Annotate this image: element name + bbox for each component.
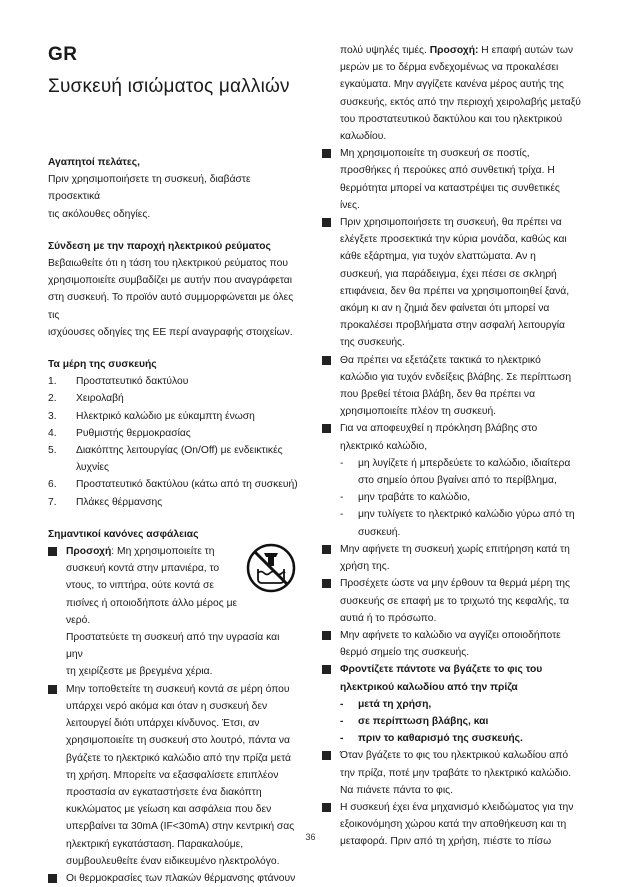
warning-bullet	[48, 543, 298, 681]
item-number: 7.	[48, 496, 57, 508]
dash-marker: -	[340, 733, 344, 745]
safety-bullet	[322, 214, 584, 352]
bullet-square-icon	[322, 352, 340, 421]
bullet-line: Για να αποφευχθεί η πρόκληση βλάβης στο	[340, 423, 538, 435]
bullet-square-icon	[322, 661, 340, 695]
bullet-text	[340, 214, 584, 352]
list-item	[48, 408, 298, 425]
page-title: Συσκευή ισιώματος μαλλιών	[48, 76, 290, 97]
warning-line: Προστατεύετε τη συσκευή από την υγρασία και μην	[66, 632, 280, 661]
continued-first-line	[340, 42, 584, 59]
bullet-line: Οι θερμοκρασίες των πλακών θέρμανσης φτάνουν	[66, 872, 296, 884]
list-item	[48, 476, 298, 493]
bullet-line: Όταν βγάζετε το φις του ηλεκτρικού καλωδίου από	[340, 750, 569, 762]
bullet-square-icon	[322, 214, 340, 352]
bullet-square-icon	[322, 627, 340, 661]
greeting-heading: Αγαπητοί πελάτες,	[48, 157, 141, 168]
bullet-square-icon	[322, 541, 340, 575]
bullet-line: ηλεκτρικό καλώδιο,	[340, 440, 428, 452]
bullet-square-icon	[48, 870, 66, 887]
bullet-line: Θα πρέπει να εξετάζετε τακτικά το ηλεκτρικό	[340, 354, 541, 366]
no-water-bath-icon	[246, 543, 296, 593]
safety-heading: Σημαντικοί κανόνες ασφάλειας	[48, 528, 199, 540]
safety-bullet	[322, 541, 584, 575]
bullet-line: καλώδιο για τυχόν ενδείξεις βλάβης. Σε περίπτωση	[340, 371, 572, 383]
item-number: 2.	[48, 393, 57, 405]
bullet-line: της συσκευής.	[340, 337, 405, 349]
continued-line: καλωδίου.	[340, 131, 387, 143]
continued-line: του προστατευτικού δακτύλου και του ηλεκτρικού	[340, 113, 563, 125]
bullet-square-icon	[322, 575, 340, 627]
continued-rest: Η επαφή αυτών των	[478, 45, 574, 56]
continued-paragraph	[322, 42, 584, 145]
dash-marker: -	[340, 698, 344, 710]
bullet-line: ίνες.	[340, 199, 360, 211]
bullet-line: εξοικονόμηση χώρου κατά την αποθήκευση και τη	[340, 819, 567, 831]
bullet-line: προσθήκες ή περούκες από συνθετική τρίχα. Η	[340, 165, 555, 177]
item-number: 3.	[48, 410, 57, 422]
list-item	[48, 425, 298, 442]
item-number: 6.	[48, 479, 57, 491]
bullet-line: ελέγξετε προσεκτικά την κύρια μονάδα, καθώς και	[340, 234, 567, 246]
warning-label: Προσοχή	[66, 546, 112, 558]
sub-line: στο σημείο όπου βγαίνει από το περίβλημα,	[358, 475, 557, 487]
bullet-text	[340, 661, 584, 695]
bullet-line: Προσέχετε ώστε να μην έρθουν τα θερμά μέρη της	[340, 578, 570, 590]
bullet-line: προκαλέσει προβλήματα στην ασφαλή λειτουργία	[340, 320, 565, 332]
bullet-line: συσκευής σε επαφή με το τριχωτό της κεφαλής, τα	[340, 595, 570, 607]
bullet-line: λειτουργεί διότι υπάρχει κίνδυνος. Έτσι, αν	[66, 718, 260, 730]
bullet-square-icon	[322, 145, 340, 214]
bullet-line: χρήση της.	[340, 561, 390, 573]
sub-line: σε περίπτωση βλάβης, και	[358, 715, 489, 727]
warning-line: ντους, το νιπτήρα, ούτε κοντά σε	[66, 580, 214, 592]
dash-marker: -	[340, 715, 344, 727]
bullet-line: Μην αφήνετε το καλώδιο να αγγίζει οποιοδήποτε	[340, 629, 561, 641]
sub-line: μην τυλίγετε το ηλεκτρικό καλώδιο γύρω από τη	[358, 509, 575, 521]
bullet-line: συσκευή, για παράδειγμα, έχει πέσει σε σκληρή	[340, 268, 557, 280]
continued-line: εγκαύματα. Μην αγγίζετε κανένα μέρος αυτής της	[340, 79, 564, 91]
bullet-square-icon	[48, 543, 66, 681]
power-line: στη συσκευή. Το προϊόν αυτό συμμορφώνεται με όλες τις	[48, 292, 294, 321]
continued-prefix: πολύ υψηλές τιμές.	[340, 45, 430, 56]
unplug-bullet	[322, 661, 584, 695]
sub-text	[358, 489, 584, 506]
bullet-line: ακόμη κι αν η ζημιά δεν φαίνεται ότι μπορεί να	[340, 303, 550, 315]
bullet-line: ηλεκτρική εγκατάσταση. Παρακαλούμε,	[66, 838, 244, 850]
bullet-line: Μη χρησιμοποιείτε τη συσκευή σε ποστίς,	[340, 148, 530, 160]
bullet-text	[340, 575, 584, 627]
bullet-line: προστασία αν εγκαταστήσετε ένα διακόπτη	[66, 786, 262, 798]
dash-marker: -	[340, 509, 344, 521]
left-column	[48, 42, 298, 887]
bullet-text	[66, 870, 298, 887]
bullet-line: Η συσκευή έχει ένα μηχανισμό κλειδώματος για την	[340, 801, 574, 813]
warning-line: τη χειρίζεστε με βρεγμένα χέρια.	[66, 666, 213, 678]
bullet-line: αυτιά ή το πρόσωπο.	[340, 612, 437, 624]
bullet-line: ηλεκτρικού καλωδίου από την πρίζα	[340, 681, 518, 693]
safety-bullet	[48, 870, 298, 887]
item-text: Ρυθμιστής θερμοκρασίας	[76, 427, 191, 439]
bullet-line: κυκλώματος με γείωση και ασφάλεια που δεν	[66, 804, 272, 816]
item-text: λυχνίες	[76, 462, 109, 474]
right-column	[322, 42, 584, 851]
power-line: ισχύουσες οδηγίες της ΕΕ περί αναγραφής στοιχείων.	[48, 326, 293, 338]
power-line: Βεβαιωθείτε ότι η τάση του ηλεκτρικού ρεύματος που	[48, 258, 288, 270]
sub-item	[322, 455, 584, 489]
bullet-text	[340, 747, 584, 799]
item-number: 1.	[48, 376, 57, 388]
page-number: 36	[305, 832, 316, 842]
safety-bullet	[322, 575, 584, 627]
bullet-line: Μην αφήνετε τη συσκευή χωρίς επιτήρηση κατά τη	[340, 543, 570, 555]
item-text: Πλάκες θέρμανσης	[76, 496, 163, 508]
greeting-line: τις ακόλουθες οδηγίες.	[48, 208, 151, 220]
dash-marker: -	[340, 457, 344, 469]
safety-bullet	[322, 799, 584, 851]
power-line: χρησιμοποιείτε συμβαδίζει με αυτήν που αναγράφεται	[48, 275, 292, 287]
warning-first-line	[66, 543, 246, 560]
continued-bold: Προσοχή:	[429, 45, 479, 56]
item-text: Διακόπτης λειτουργίας (On/Off) με ενδεικτικές	[76, 445, 283, 457]
warning-line: πισίνες ή οποιοδήποτε άλλο μέρος με	[66, 597, 238, 609]
bullet-line: Μην τοποθετείτε τη συσκευή κοντά σε μέρη όπου	[66, 683, 290, 695]
item-text: Ηλεκτρικό καλώδιο με εύκαμπτη ένωση	[76, 410, 255, 422]
power-section	[48, 238, 298, 341]
sub-text	[358, 455, 584, 489]
bullet-text	[340, 145, 584, 214]
bullet-square-icon	[322, 747, 340, 799]
sub-item	[322, 730, 584, 747]
bullet-line: επιφάνεια, δεν θα πρέπει να χρησιμοποιηθεί ξανά,	[340, 285, 570, 297]
sub-line: μην τραβάτε το καλώδιο,	[358, 492, 471, 504]
item-text: Προστατευτικό δακτύλου (κάτω από τη συσκευή)	[76, 479, 298, 491]
power-heading: Σύνδεση με την παροχή ηλεκτρικού ρεύματος	[48, 240, 271, 252]
dash-marker: -	[340, 492, 344, 504]
sub-text	[358, 506, 584, 540]
parts-heading: Τα μέρη της συσκευής	[48, 359, 157, 371]
list-item	[48, 390, 298, 407]
greeting-section	[48, 154, 298, 223]
safety-bullet	[322, 747, 584, 799]
safety-bullet	[322, 420, 584, 454]
warning-line: συσκευή κοντά στην μπανιέρα, το	[66, 563, 220, 575]
list-item	[48, 494, 298, 511]
bullet-text	[340, 420, 584, 454]
bullet-square-icon	[322, 799, 340, 851]
sub-item	[322, 713, 584, 730]
safety-bullet	[322, 145, 584, 214]
sub-line: μετά τη χρήση,	[358, 698, 432, 710]
greeting-line: Πριν χρησιμοποιήσετε τη συσκευή, διαβάστε προσεκτικά	[48, 174, 251, 203]
bullet-line: Φροντίζετε πάντοτε να βγάζετε το φις του	[340, 664, 543, 676]
sub-item	[322, 506, 584, 540]
bullet-line: τη χρήση. Μπορείτε να εξασφαλίσετε επιπλέον	[66, 769, 279, 781]
safety-bullet	[322, 627, 584, 661]
bullet-line: Πριν χρησιμοποιήσετε τη συσκευή, θα πρέπει να	[340, 217, 562, 229]
bullet-line: μεταφορά. Πριν από τη χρήση, πιέστε το πίσω	[340, 836, 552, 848]
sub-line: συσκευή.	[358, 526, 401, 538]
parts-list	[48, 373, 298, 511]
item-text: Προστατευτικό δακτύλου	[76, 376, 189, 388]
bullet-line: κάθε εξάρτημα, για τυχόν ελαττώματα. Αν η	[340, 251, 536, 263]
warning-text-start: : Μη χρησιμοποιείτε τη	[111, 546, 215, 558]
item-text: Χειρολαβή	[76, 393, 124, 405]
sub-line: πριν το καθαρισμό της συσκευής.	[358, 733, 523, 745]
continued-line: συσκευής, εκτός από την περιοχή χειρολαβής μεταξύ	[340, 96, 581, 108]
bullet-text	[340, 799, 584, 851]
bullet-line: υπάρχει νερό ακόμα και όταν η συσκευή δεν	[66, 700, 268, 712]
item-number: 4.	[48, 427, 57, 439]
bullet-line: θερμό σημείο της συσκευής.	[340, 647, 470, 659]
bullet-line: χρησιμοποιείτε τη συσκευή στο λουτρό, πάντα να	[66, 735, 290, 747]
bullet-line: Να πιάνετε πάντα το φις.	[340, 784, 453, 796]
item-text-multi	[76, 442, 298, 476]
list-item	[48, 373, 298, 390]
bullet-text	[340, 541, 584, 575]
sub-item	[322, 489, 584, 506]
bullet-line: χρησιμοποιείτε πλέον τη συσκευή.	[340, 406, 497, 418]
parts-section	[48, 356, 298, 511]
sub-line: μη λυγίζετε ή μπερδεύετε το καλώδιο, ιδιαίτερα	[358, 457, 571, 469]
continued-line: μερών με το δέρμα ενδεχομένως να προκαλέσει	[340, 62, 559, 74]
bullet-line: υπερβαίνει τα 30mA (IF<30mA) στην κεντρική σας	[66, 821, 295, 833]
safety-bullet	[322, 352, 584, 421]
sub-item	[322, 696, 584, 713]
bullet-square-icon	[322, 420, 340, 454]
bullet-line: που βρεθεί τέτοια βλάβη, δεν θα πρέπει να	[340, 389, 536, 401]
bullet-line: βγάζετε το ηλεκτρικό καλώδιο από την πρίζα μετά	[66, 752, 291, 764]
bullet-text	[340, 352, 584, 421]
bullet-line: θερμότητα μπορεί να καταστρέψει τις συνθετικές	[340, 182, 560, 194]
bullet-line: συμβουλευθείτε έναν ειδικευμένο ηλεκτρολόγο.	[66, 855, 280, 867]
bullet-line: την πρίζα, ποτέ μην τραβάτε το ηλεκτρικό καλώδιο.	[340, 767, 572, 779]
list-item	[48, 442, 298, 476]
warning-line: νερό.	[66, 614, 91, 626]
item-number: 5.	[48, 445, 57, 457]
bullet-text	[340, 627, 584, 661]
language-code: GR	[48, 44, 78, 65]
